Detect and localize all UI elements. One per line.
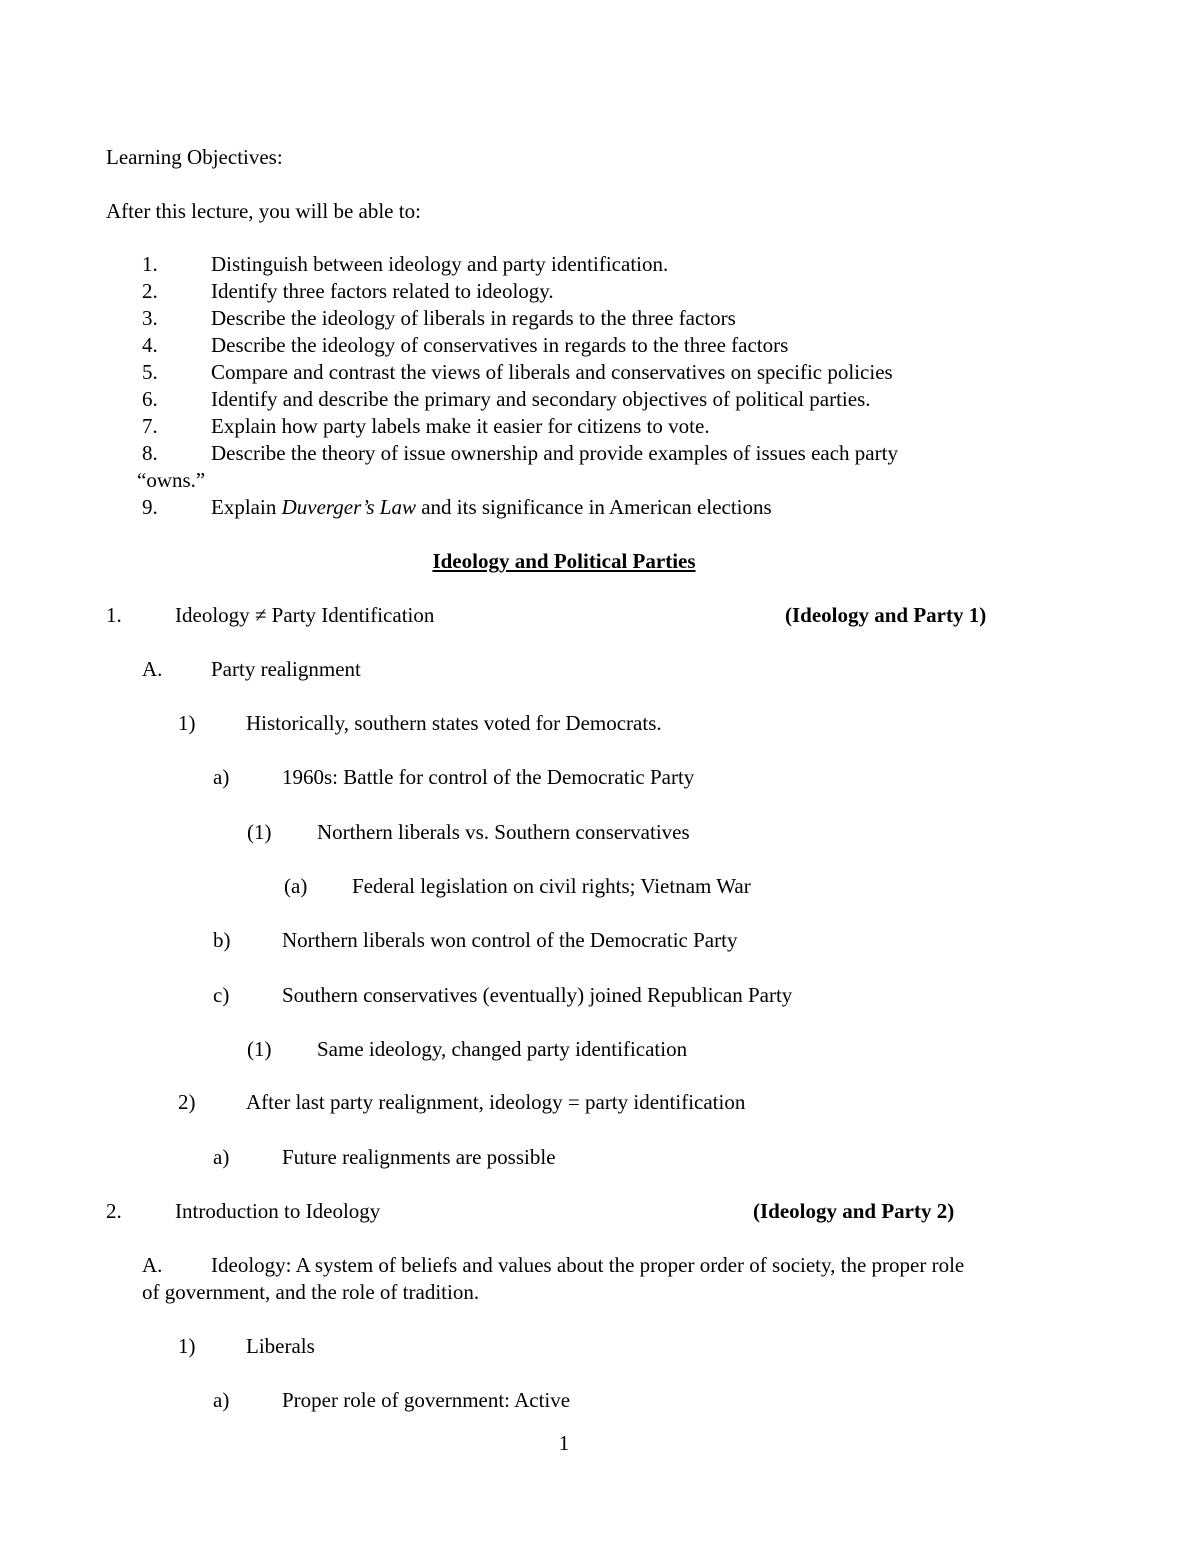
duvergers-law-term: Duverger’s Law — [281, 495, 416, 519]
objective-text: Identify three factors related to ideology. — [211, 279, 554, 303]
outline-text: After last party realignment, ideology = party identification — [246, 1090, 746, 1114]
objective-text: Distinguish between ideology and party identification. — [211, 252, 669, 276]
objective-text-post: and its significance in American elections — [415, 495, 772, 519]
outline-marker: 1) — [178, 711, 196, 735]
outline-text: Liberals — [246, 1334, 315, 1358]
objective-number: 6. — [142, 387, 158, 411]
slide-reference: (Ideology and Party 2) — [753, 1199, 955, 1223]
outline-text: Ideology: A system of beliefs and values about the proper order of society, the proper role — [211, 1253, 965, 1277]
outline-text: Proper role of government: Active — [282, 1388, 571, 1412]
outline-text: Historically, southern states voted for Democrats. — [246, 711, 662, 735]
outline-text: Northern liberals vs. Southern conservatives — [317, 820, 690, 844]
outline-marker: a) — [213, 765, 230, 789]
slide-reference: (Ideology and Party 1) — [785, 603, 987, 627]
outline-marker: (a) — [284, 874, 308, 898]
outline-marker: A. — [142, 657, 163, 681]
outline-marker: 1) — [178, 1334, 196, 1358]
objective-number: 1. — [142, 252, 158, 276]
outline-marker: a) — [213, 1145, 230, 1169]
objective-text: Describe the ideology of conservatives in regards to the three factors — [211, 333, 789, 357]
outline-marker: c) — [213, 983, 230, 1007]
outline-marker: b) — [213, 928, 231, 952]
objective-number: 7. — [142, 414, 158, 438]
outline-marker: (1) — [247, 820, 272, 844]
outline-text-continued: of government, and the role of tradition. — [142, 1280, 480, 1304]
section-title: Introduction to Ideology — [175, 1199, 381, 1223]
objective-text: Explain how party labels make it easier for citizens to vote. — [211, 414, 710, 438]
objective-number: 4. — [142, 333, 158, 357]
objective-number: 8. — [142, 441, 158, 465]
objective-text — [211, 494, 772, 521]
section-number: 1. — [106, 603, 122, 627]
outline-text: 1960s: Battle for control of the Democratic Party — [282, 765, 695, 789]
objective-text: Compare and contrast the views of liberals and conservatives on specific policies — [211, 360, 893, 384]
outline-marker: 2) — [178, 1090, 196, 1114]
objective-text-pre: Explain — [211, 495, 282, 519]
outline-text: Southern conservatives (eventually) joined Republican Party — [282, 983, 793, 1007]
outline-text: Northern liberals won control of the Democratic Party — [282, 928, 738, 952]
outline-text: Party realignment — [211, 657, 361, 681]
objective-number: 9. — [142, 495, 158, 519]
objective-text-continued: “owns.” — [137, 468, 206, 492]
outline-text: Federal legislation on civil rights; Vietnam War — [352, 874, 751, 898]
objective-text: Describe the theory of issue ownership and provide examples of issues each party — [211, 441, 898, 465]
objective-number: 2. — [142, 279, 158, 303]
objective-text: Identify and describe the primary and secondary objectives of political parties. — [211, 387, 871, 411]
objectives-intro: After this lecture, you will be able to: — [106, 199, 421, 223]
page-number: 1 — [558, 1431, 570, 1455]
outline-marker: (1) — [247, 1037, 272, 1061]
objective-text: Describe the ideology of liberals in regards to the three factors — [211, 306, 736, 330]
outline-text: Future realignments are possible — [282, 1145, 556, 1169]
objectives-title: Learning Objectives: — [106, 145, 283, 169]
section-title: Ideology ≠ Party Identification — [175, 603, 435, 627]
outline-marker: a) — [213, 1388, 230, 1412]
outline-text: Same ideology, changed party identification — [317, 1037, 688, 1061]
section-heading: Ideology and Political Parties — [432, 549, 696, 573]
section-number: 2. — [106, 1199, 122, 1223]
objective-number: 3. — [142, 306, 158, 330]
objective-number: 5. — [142, 360, 158, 384]
outline-marker: A. — [142, 1253, 163, 1277]
